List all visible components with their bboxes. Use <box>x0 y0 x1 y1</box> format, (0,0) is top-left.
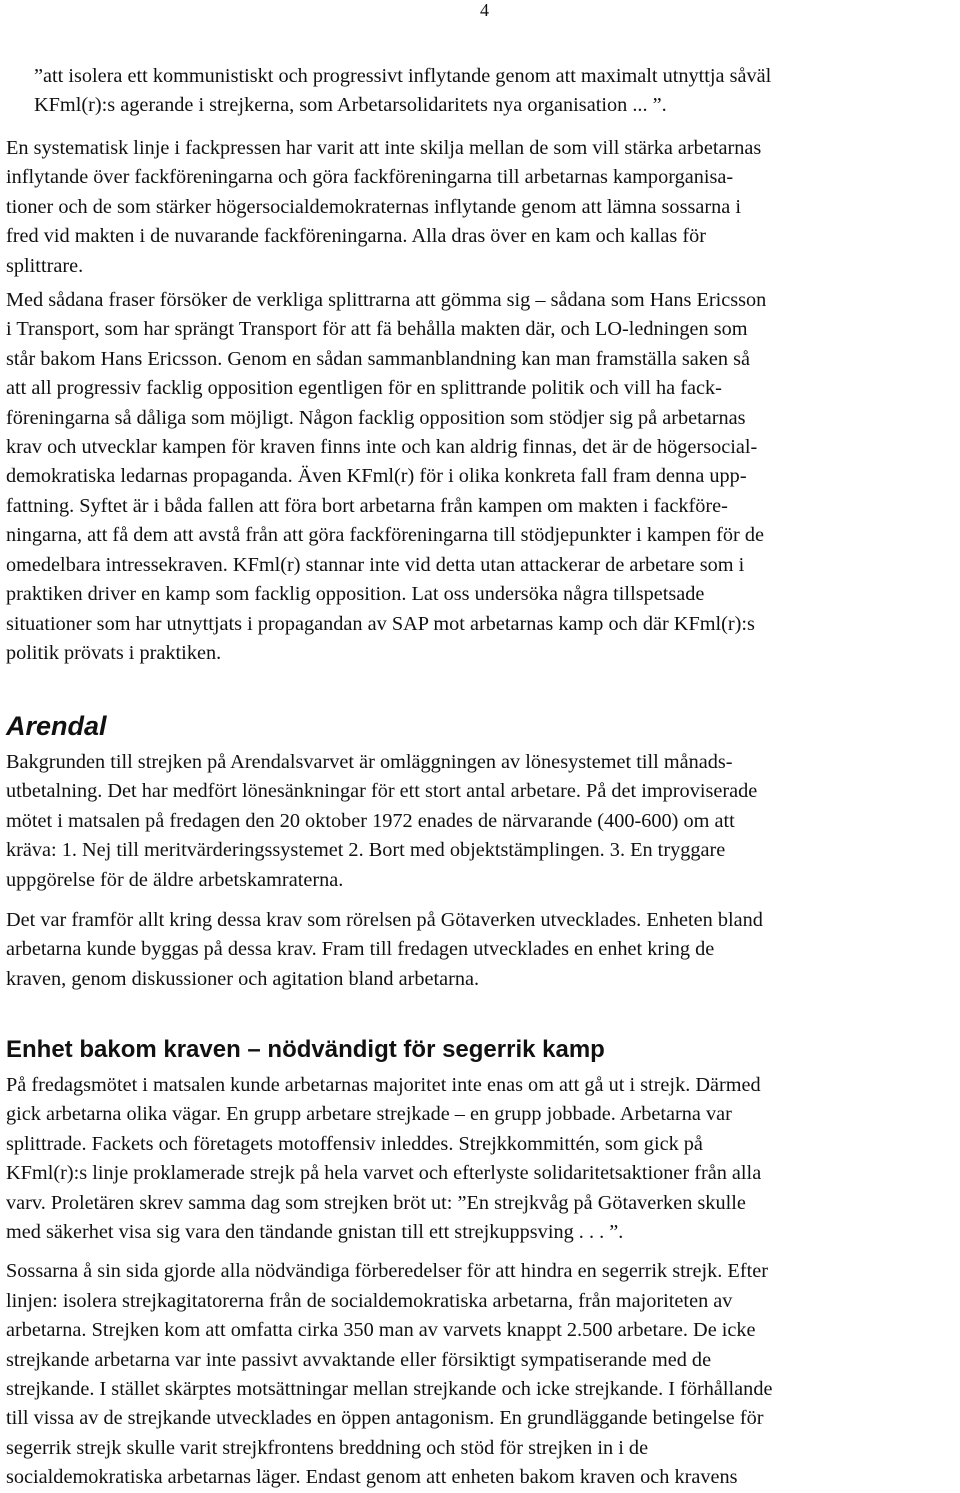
paragraph <box>6 286 956 668</box>
paragraph <box>6 1071 956 1247</box>
text-line: gick arbetarna olika vägar. En grupp arbetare strejkade – en grupp jobbade. Arbetarna var <box>6 1103 732 1126</box>
text-line: fred vid makten i de nuvarande fackföreningarna. Alla dras över en kam och kallas för <box>6 225 706 248</box>
text-line: KFml(r):s linje proklamerade strejk på hela varvet och efterlyste solidaritetsaktioner från alla <box>6 1162 762 1185</box>
text-line: tioner och de som stärker högersocialdemokraternas inflytande genom att lämna sossarna i <box>6 195 741 218</box>
text-line: krav och utvecklar kampen för kraven finns inte och kan aldrig finnas, det är de högersocial- <box>6 436 758 459</box>
text-line: linjen: isolera strejkagitatorerna från de socialdemokratiska arbetarna, från majoriteten av <box>6 1289 733 1312</box>
section-heading-arendal: Arendal <box>6 711 107 741</box>
text-line: utbetalning. Det har medfört lönesänkningar för ett stort antal arbetare. På det improviserade <box>6 780 758 803</box>
text-line: Bakgrunden till strejken på Arendalsvarvet är omläggningen av lönesystemet till månads- <box>6 751 733 773</box>
text-line: föreningarna så dåliga som möjligt. Någon facklig opposition som stödjer sig på arbetarnas <box>6 406 746 429</box>
text-line: fattning. Syftet är i båda fallen att föra bort arbetarna från kampen om makten i fackföre- <box>6 494 728 517</box>
text-line: praktiken driver en kamp som facklig opposition. Lat oss undersöka några tillspetsade <box>6 583 705 606</box>
text-line: KFml(r):s agerande i strejkerna, som Arbetarsolidaritets nya organisation ... ”. <box>34 94 667 117</box>
text-line: politik prövats i praktiken. <box>6 641 222 664</box>
text-line: mötet i matsalen på fredagen den 20 oktober 1972 enades de närvarande (400-600) om att <box>6 809 735 832</box>
text-line: kraven, genom diskussioner och agitation bland arbetarna. <box>6 967 480 990</box>
paragraph <box>6 134 956 281</box>
text-line: En systematisk linje i fackpressen har varit att inte skilja mellan de som vill stärka arbetarnas <box>6 137 762 159</box>
section-heading-enhet: Enhet bakom kraven – nödvändigt för segerrik kamp <box>6 1036 605 1063</box>
text-line: omedelbara intressekraven. KFml(r) stannar inte vid detta utan attackerar de arbetare som i <box>6 553 745 576</box>
text-line: splittrade. Fackets och företagets motoffensiv inleddes. Strejkkommittén, som gick på <box>6 1132 703 1155</box>
paragraph <box>6 1257 956 1492</box>
quote-paragraph <box>34 62 954 121</box>
text-line: socialdemokratiska arbetarnas läger. Endast genom att enheten bakom kraven och kravens <box>6 1466 738 1489</box>
text-line: segerrik strejk skulle varit strejkfrontens breddning och stöd för strejken in i de <box>6 1436 649 1459</box>
text-line: demokratiska ledarnas propaganda. Även KFml(r) för i olika konkreta fall fram denna upp- <box>6 465 747 488</box>
text-line: kräva: 1. Nej till meritvärderingssystemet 2. Bort med objektstämplingen. 3. En tryggare <box>6 839 726 862</box>
text-line: situationer som har utnyttjats i propagandan av SAP mot arbetarnas kamp och där KFml(r):s <box>6 612 755 635</box>
text-line: att all progressiv facklig opposition egentligen för en splittrande politik och vill ha fack- <box>6 377 722 400</box>
text-line: Med sådana fraser försöker de verkliga splittrarna att gömma sig – sådana som Hans Ericsson <box>6 289 767 312</box>
text-line: inflytande över fackföreningarna och göra fackföreningarna till arbetarnas kamporganisa- <box>6 166 734 189</box>
body-section-1 <box>6 134 956 668</box>
text-line: till vissa av de strejkande utvecklades en öppen antagonism. En grundläggande betingelse för <box>6 1407 764 1430</box>
text-line: med säkerhet visa sig vara den tändande gnistan till ett strejkuppsving . . . ”. <box>6 1221 624 1244</box>
text-line: i Transport, som har sprängt Transport för att fä behålla makten där, och LO-ledningen som <box>6 318 748 341</box>
text-line: strejkande arbetarna var inte passivt avvaktande eller försiktigt sympatiserande med de <box>6 1348 712 1371</box>
text-line: splittrare. <box>6 254 84 277</box>
text-line: ”att isolera ett kommunistiskt och progressivt inflytande genom att maximalt utnyttja såväl <box>34 65 772 87</box>
text-line: varv. Proletären skrev samma dag som strejken bröt ut: ”En strejkvåg på Götaverken skulle <box>6 1191 746 1214</box>
text-line: uppgörelse för de äldre arbetskamraterna. <box>6 868 344 891</box>
page-number <box>0 0 960 20</box>
paragraph <box>6 748 956 895</box>
paragraph <box>6 906 956 994</box>
page-number-text: 4 <box>480 0 489 20</box>
text-line: står bakom Hans Ericsson. Genom en sådan sammanblandning kan man framställa saken så <box>6 347 751 370</box>
text-line: arbetarna kunde byggas på dessa krav. Fram till fredagen utvecklades en enhet kring de <box>6 938 715 961</box>
quote-block <box>34 62 954 121</box>
body-section-3 <box>6 1071 956 1493</box>
text-line: Det var framför allt kring dessa krav som rörelsen på Götaverken utvecklades. Enheten bland <box>6 909 763 932</box>
body-section-2 <box>6 748 956 994</box>
text-line: Sossarna å sin sida gjorde alla nödvändiga förberedelser för att hindra en segerrik strejk. Efter <box>6 1260 768 1283</box>
text-line: strejkande. I stället skärptes motsättningar mellan strejkande och icke strejkande. I förhållande <box>6 1378 773 1401</box>
text-line: arbetarna. Strejken kom att omfatta cirka 350 man av varvets knappt 2.500 arbetare. De icke <box>6 1319 756 1342</box>
text-line: ningarna, att få dem att avstå från att göra fackföreningarna till stödjepunkter i kampen för de <box>6 524 764 547</box>
text-line: På fredagsmötet i matsalen kunde arbetarnas majoritet inte enas om att gå ut i strejk. Därmed <box>6 1074 761 1096</box>
